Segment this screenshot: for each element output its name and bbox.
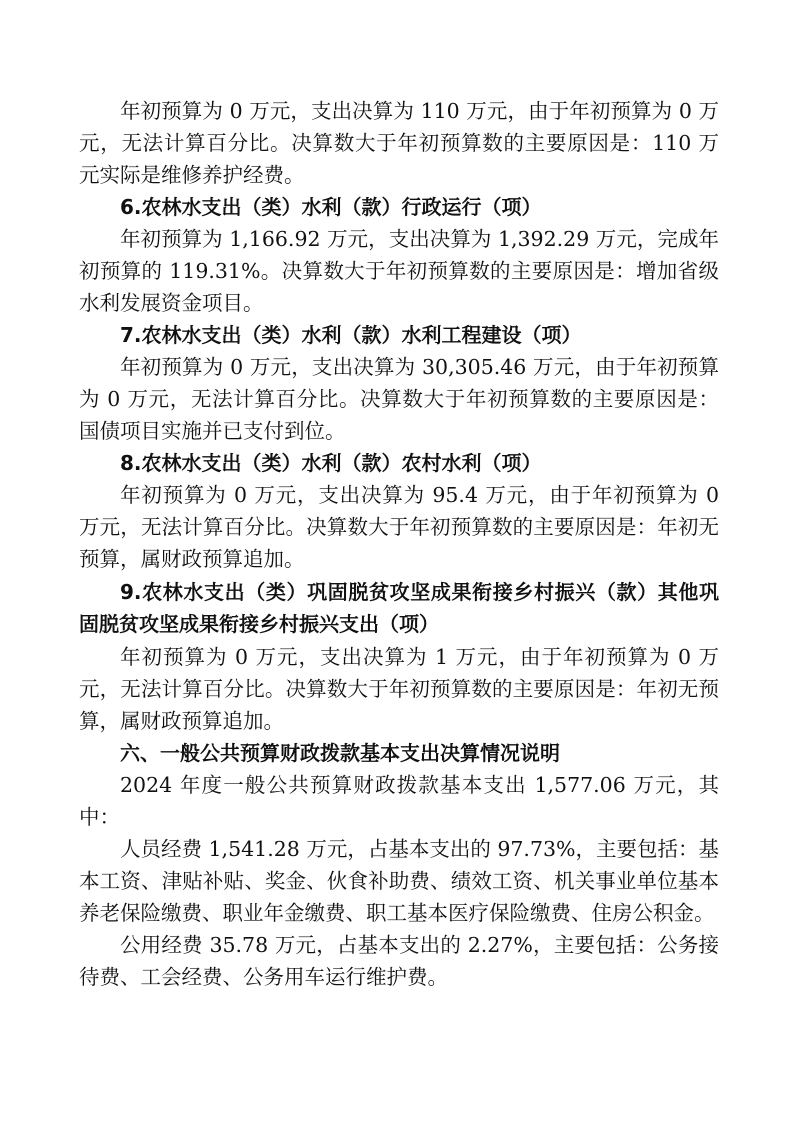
paragraph-basic-expenditure-total: 2024 年度一般公共预算财政拨款基本支出 1,577.06 万元，其中： [79,773,719,829]
paragraph-item8-explanation: 年初预算为 0 万元，支出决算为 95.4 万元，由于年初预算为 0 万元，无法计算百分比。决算数大于年初预算数的主要原因是：年初无预算，属财政预算追加。 [79,483,719,571]
section-heading-basic-expenditure: 六、一般公共预算财政拨款基本支出决算情况说明 [120,741,560,765]
paragraph-personnel-expenses: 人员经费 1,541.28 万元，占基本支出的 97.73%，主要包括：基本工资、津贴补贴、奖金、伙食补助费、绩效工资、机关事业单位基本养老保险缴费、职业年金缴费、职工基本医疗保险缴费、住房公积金。 [79,837,720,925]
document-page [79,95,719,993]
paragraph-item9-explanation: 年初预算为 0 万元，支出决算为 1 万元，由于年初预算为 0 万元，无法计算百分比。决算数大于年初预算数的主要原因是：年初无预算，属财政预算追加。 [79,645,719,733]
paragraph-item7-explanation: 年初预算为 0 万元，支出决算为 30,305.46 万元，由于年初预算为 0 万元，无法计算百分比。决算数大于年初预算数的主要原因是：国债项目实施并已支付到位。 [79,355,719,443]
heading-item9-rural-revitalization: 9.农林水支出（类）巩固脱贫攻坚成果衔接乡村振兴（款）其他巩固脱贫攻坚成果衔接乡村振兴支出（项） [79,580,719,636]
heading-item6-administrative-operation: 6.农林水支出（类）水利（款）行政运行（项） [120,195,542,219]
paragraph-item6-explanation: 年初预算为 1,166.92 万元，支出决算为 1,392.29 万元，完成年初预算的 119.31%。决算数大于年初预算数的主要原因是：增加省级水利发展资金项目。 [79,227,719,315]
paragraph-item5-explanation: 年初预算为 0 万元，支出决算为 110 万元，由于年初预算为 0 万元，无法计算百分比。决算数大于年初预算数的主要原因是：110 万元实际是维修养护经费。 [79,99,719,187]
heading-item7-water-project-construction: 7.农林水支出（类）水利（款）水利工程建设（项） [120,323,582,347]
heading-item8-rural-water: 8.农林水支出（类）水利（款）农村水利（项） [120,451,542,475]
paragraph-public-expenses: 公用经费 35.78 万元，占基本支出的 2.27%，主要包括：公务接待费、工会经费、公务用车运行维护费。 [79,933,719,989]
